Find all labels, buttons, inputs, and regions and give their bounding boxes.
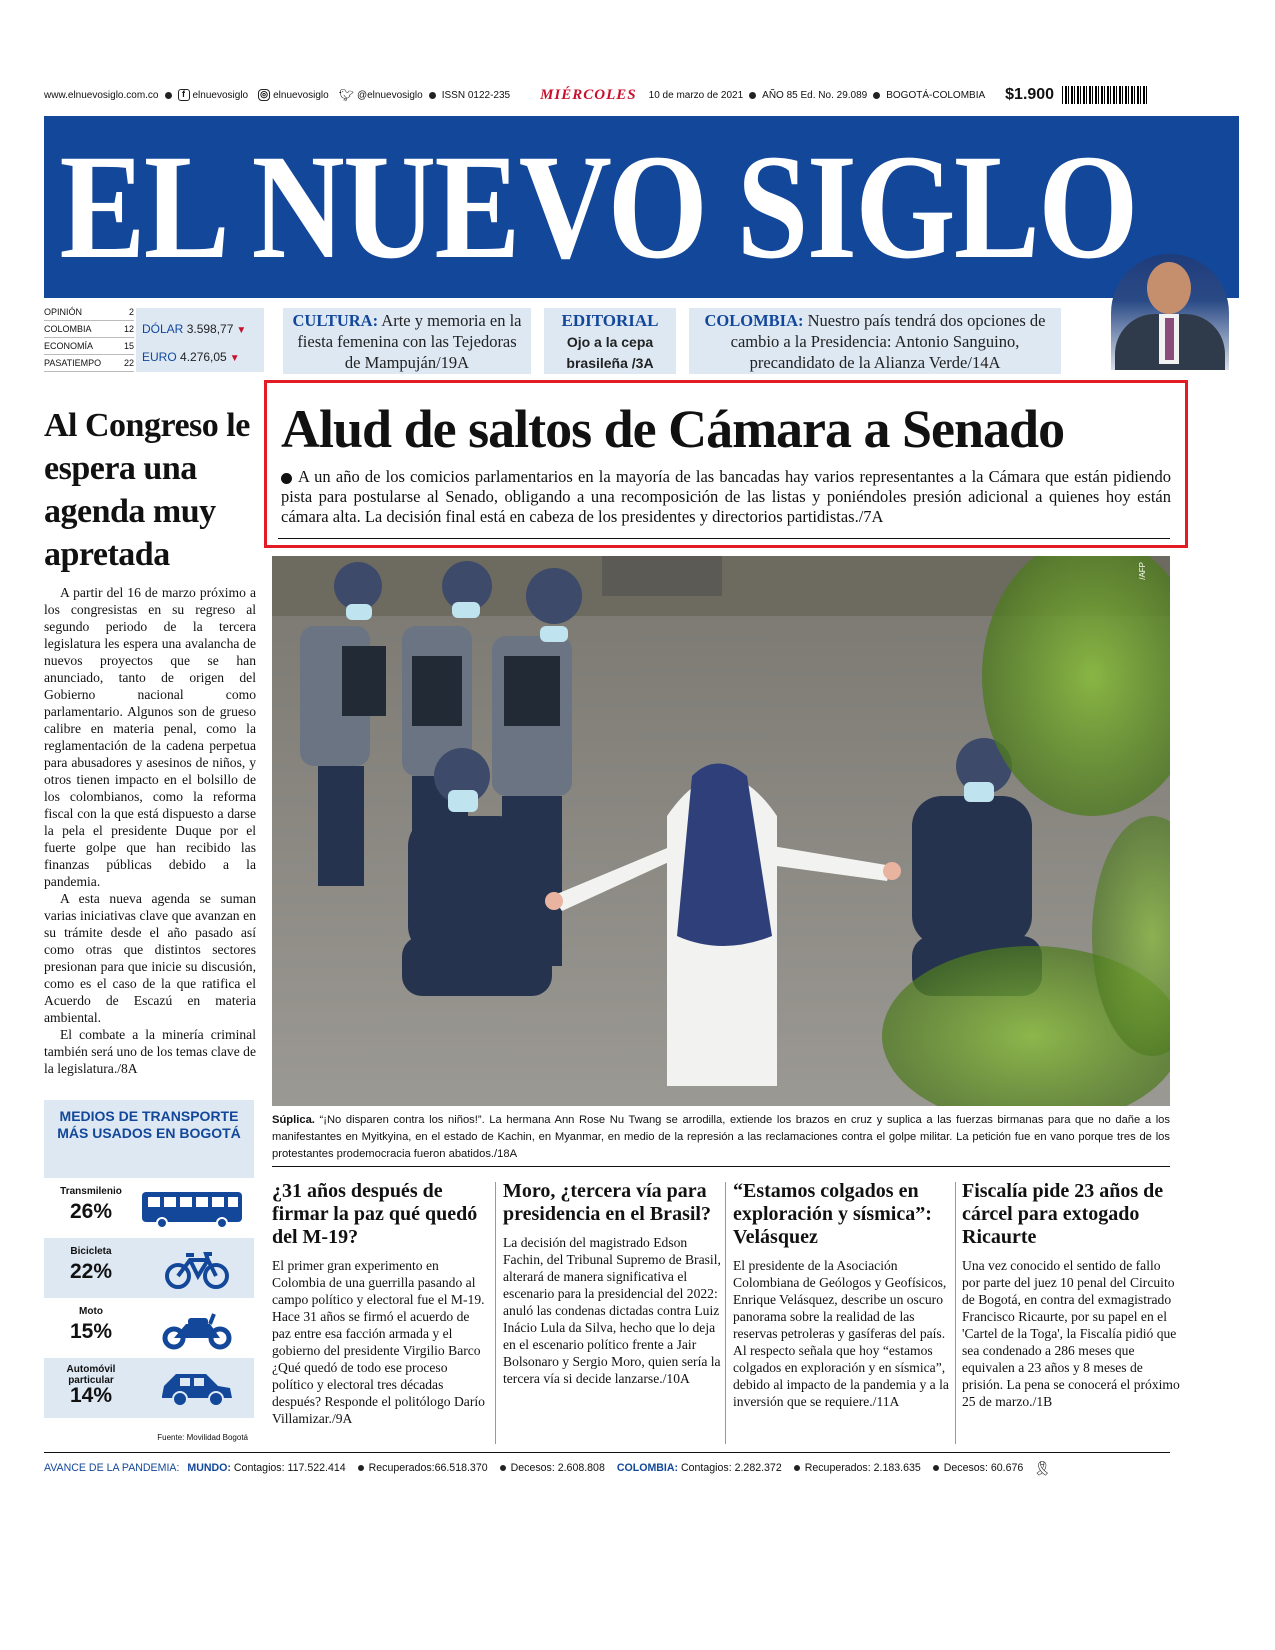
story-body: La decisión del magistrado Edson Fachin, del Tribunal Supremo de Brasil, alterará de manera significativa el escenario para la presidencial del 2022: anuló las condenas dictadas contra Luiz Inácio Lula da Silva, hecho que lo deja en el escenario político frente a Jair Bolsonaro y Sergio Moro, quien sería la tercera vía si decide lanzarse./10A <box>503 1235 721 1386</box>
teaser-kicker: COLOMBIA: <box>704 311 804 330</box>
divider <box>272 1166 1170 1167</box>
story-body: El primer gran experimento en Colombia de una guerrilla pasando al campo político y electoral fue el M-19. Hace 31 años se firmó el acuerdo de paz entre esa facción armada y el gobierno del presidente Virgilio Barco ¿Qué quedó de todo ese proceso político y electoral tres décadas después? Responde el politólogo Darío Villamizar./9A <box>272 1258 485 1426</box>
mode-automovil <box>44 1358 254 1418</box>
down-arrow-icon: ▼ <box>236 325 247 336</box>
story-body: El presidente de la Asociación Colombiana de Geólogos y Geofísicos, Enrique Velásquez, describe un oscuro panorama sobre la realidad de las reservas petroleras y gasíferas del país. Al respecto señala que hoy “estamos colgados en exploración y en sísmica”, debido al impacto de la pandemia y a la inversión que se requiere./11A <box>733 1258 949 1409</box>
euro-label: EURO <box>142 350 177 364</box>
down-arrow-icon: ▼ <box>229 353 240 364</box>
main-story[interactable] <box>264 380 1188 548</box>
instagram-handle[interactable]: elnuevosiglo <box>273 89 329 101</box>
main-deck <box>281 467 1171 527</box>
teaser-colombia[interactable] <box>689 308 1061 374</box>
teaser-text: Ojo a la cepa brasileña /3A <box>566 334 654 371</box>
mode-bicicleta <box>44 1238 254 1298</box>
column-divider <box>725 1182 726 1444</box>
transport-infographic <box>44 1100 254 1445</box>
divider <box>278 538 1170 539</box>
mode-transmilenio <box>44 1178 254 1238</box>
mode-percent: 14% <box>69 1384 113 1407</box>
photo-caption <box>272 1112 1170 1163</box>
dollar-value: 3.598,77 <box>186 322 234 336</box>
website-link[interactable]: www.elnuevosiglo.com.co <box>44 89 159 101</box>
mode-percent: 26% <box>69 1200 113 1223</box>
bus-icon <box>140 1186 244 1230</box>
masthead <box>44 116 1239 298</box>
dollar-rate <box>142 316 258 344</box>
separator-dot <box>358 1465 364 1471</box>
colombia-recovered: Recuperados: 2.183.635 <box>804 1462 921 1474</box>
story-headline: ¿31 años después de firmar la paz qué quedó del M-19? <box>272 1180 478 1248</box>
story-headline: Fiscalía pide 23 años de cárcel para extogado Ricaurte <box>962 1180 1164 1248</box>
teaser-text: Nuestro país tendrá dos opciones de cambio a la Presidencia: Antonio Sanguino, precandidato de la Alianza Verde/14A <box>730 311 1046 372</box>
separator-dot <box>500 1465 506 1471</box>
weekday: MIÉRCOLES <box>540 86 637 103</box>
column-divider <box>495 1182 496 1444</box>
teaser-editorial[interactable] <box>544 308 676 374</box>
colombia-label: COLOMBIA: <box>616 1462 679 1474</box>
main-headline[interactable]: Alud de saltos de Cámara a Senado <box>281 399 1065 459</box>
world-label: MUNDO: <box>187 1462 231 1474</box>
world-recovered: Recuperados:66.518.370 <box>368 1462 488 1474</box>
mode-label: Transmilenio <box>60 1186 122 1197</box>
mode-percent: 15% <box>69 1320 113 1343</box>
car-icon <box>140 1366 244 1410</box>
top-info-bar <box>44 84 1234 106</box>
left-headline[interactable]: Al Congreso le espera una agenda muy apretada <box>44 407 250 573</box>
paragraph: A partir del 16 de marzo próximo a los congresistas en su regreso al segundo periodo de la tercera legislatura les espera una avalancha de nuevos proyectos que se han anunciado, tanto de origen del Gobierno nacional como parlamentario. Algunos son de grueso calibre en materia penal, como la reglamentación de la cadena perpetua para abusadores y asesinos de niños, y otros tienen impacto en el bolsillo de los colombianos, como la reforma fiscal con la que está dispuesto a darse la pela el presidente Duque por el fuerte golpe que han recibido las finanzas públicas debido a la pandemia. <box>44 585 256 889</box>
separator-dot <box>165 92 172 99</box>
separator-dot <box>749 92 756 99</box>
politician-portrait <box>1111 254 1229 370</box>
separator-dot <box>429 92 436 99</box>
section-page: 22 <box>123 358 134 368</box>
section-index <box>44 304 134 372</box>
world-cases: Contagios: 117.522.414 <box>233 1462 346 1474</box>
section-page: 12 <box>123 324 134 334</box>
story-m19[interactable] <box>272 1180 490 1427</box>
section-row[interactable] <box>44 355 134 372</box>
story-moro[interactable] <box>503 1180 721 1387</box>
section-row[interactable] <box>44 338 134 355</box>
left-story-body <box>44 584 256 1077</box>
section-name: OPINIÓN <box>44 307 83 317</box>
photo-credit: /AFP <box>1138 562 1147 580</box>
euro-rate <box>142 344 258 372</box>
twitter-handle[interactable]: @elnuevosiglo <box>356 89 423 101</box>
colombia-cases: Contagios: 2.282.372 <box>681 1462 782 1474</box>
caption-text: “¡No disparen contra los niños!”. La hermana Ann Rose Nu Twang se arrodilla, extiende los brazos en cruz y suplica a las fuerzas birmanas para que no dañe a los manifestantes en Myitkyina, en el estado de Kachin, en Myanmar, en medio de la represión a las reclamaciones contra el golpe militar. La petición fue en vano porque tres de los protestantes prodemocracia fueron abatidos./18A <box>272 1114 1170 1160</box>
section-page: 15 <box>123 341 134 351</box>
world-deaths: Decesos: 2.608.808 <box>510 1462 605 1474</box>
section-name: PASATIEMPO <box>44 358 102 368</box>
separator-dot <box>794 1465 800 1471</box>
mode-moto <box>44 1298 254 1358</box>
paragraph: A esta nueva agenda se suman varias iniciativas clave que avanzan en su trámite desde el año pasado así como otras que distintos sectores presionan para que inicie su discusión, como es el caso de la que ratifica el Acuerdo de Escazú en materia ambiental. <box>44 891 256 1025</box>
facebook-icon: f <box>178 89 190 101</box>
colombia-deaths: Decesos: 60.676 <box>943 1462 1024 1474</box>
motorcycle-icon <box>140 1306 244 1350</box>
infographic-source: Fuente: Movilidad Bogotá <box>157 1433 248 1442</box>
bullet-icon <box>281 473 292 484</box>
photo-scene <box>272 556 1170 1106</box>
mode-percent: 22% <box>69 1260 113 1283</box>
dollar-label: DÓLAR <box>142 322 184 336</box>
separator-dot <box>873 92 880 99</box>
barcode-icon <box>1062 86 1148 104</box>
main-deck-text: A un año de los comicios parlamentarios en la mayoría de las bancadas hay varios representantes a la Cámara que están pidiendo pista para postularse al Senado, obligando a una recomposición de las listas y poniéndoles presión adicional a quienes hoy están cámara alta. La decisión final está en cabeza de los presidentes y directorios partidistas./7A <box>281 467 1171 526</box>
divider <box>44 1452 1170 1453</box>
separator-dot <box>933 1465 939 1471</box>
teaser-kicker: CULTURA: <box>292 311 379 330</box>
year-edition: AÑO 85 Ed. No. 29.089 <box>762 89 868 101</box>
section-row[interactable] <box>44 321 134 338</box>
teaser-kicker: EDITORIAL <box>561 311 659 330</box>
infographic-title: MEDIOS DE TRANSPORTE MÁS USADOS EN BOGOTÁ <box>44 1100 254 1178</box>
section-name: ECONOMÍA <box>44 341 94 351</box>
teaser-text: Arte y memoria en la fiesta femenina con las Tejedoras de Mampuján/19A <box>297 311 522 372</box>
story-body: Una vez conocido el sentido de fallo por parte del juez 10 penal del Circuito de Bogotá, en contra del exmagistrado Francisco Ricaurte, por su papel en el 'Cartel de la Toga', la Fiscalía pidió que sea condenado a 286 meses que equivalen a 23 años y 8 meses de prisión. La pena se conocerá el próximo 25 de marzo./1B <box>962 1258 1180 1409</box>
issue-date: 10 de marzo de 2021 <box>648 89 744 101</box>
section-page: 2 <box>128 307 134 317</box>
mode-label: Bicicleta <box>70 1246 112 1257</box>
caption-lead: Súplica. <box>272 1114 315 1126</box>
euro-value: 4.276,05 <box>180 350 227 364</box>
instagram-icon: ◎ <box>258 89 270 101</box>
twitter-icon: 🐦︎ <box>338 88 354 102</box>
lead-photo <box>272 556 1170 1106</box>
cover-price: $1.900 <box>1005 86 1055 103</box>
pandemic-ticker <box>44 1458 1174 1478</box>
exchange-rates <box>136 308 264 372</box>
story-headline: “Estamos colgados en exploración y sísmica”: Velásquez <box>733 1180 932 1248</box>
city: BOGOTÁ-COLOMBIA <box>886 89 986 101</box>
story-velasquez[interactable] <box>733 1180 951 1410</box>
ticker-label: AVANCE DE LA PANDEMIA: <box>44 1462 180 1474</box>
section-row[interactable] <box>44 304 134 321</box>
bicycle-icon <box>140 1246 244 1290</box>
mode-label: Moto <box>79 1306 103 1317</box>
teaser-cultura[interactable] <box>283 308 531 374</box>
story-headline: Moro, ¿tercera vía para presidencia en el Brasil? <box>503 1180 711 1225</box>
ribbon-icon: 🎗︎ <box>1033 1459 1052 1476</box>
column-divider <box>955 1182 956 1444</box>
newspaper-title[interactable]: EL NUEVO SIGLO <box>59 124 1137 290</box>
issn: ISSN 0122-235 <box>441 89 511 101</box>
mode-label: Automóvil particular <box>66 1364 116 1386</box>
facebook-handle[interactable]: elnuevosiglo <box>192 89 249 101</box>
story-fiscalia[interactable] <box>962 1180 1180 1410</box>
paragraph: El combate a la minería criminal también será uno de los temas clave de la legislatura./8A <box>44 1027 256 1076</box>
section-name: COLOMBIA <box>44 324 92 334</box>
